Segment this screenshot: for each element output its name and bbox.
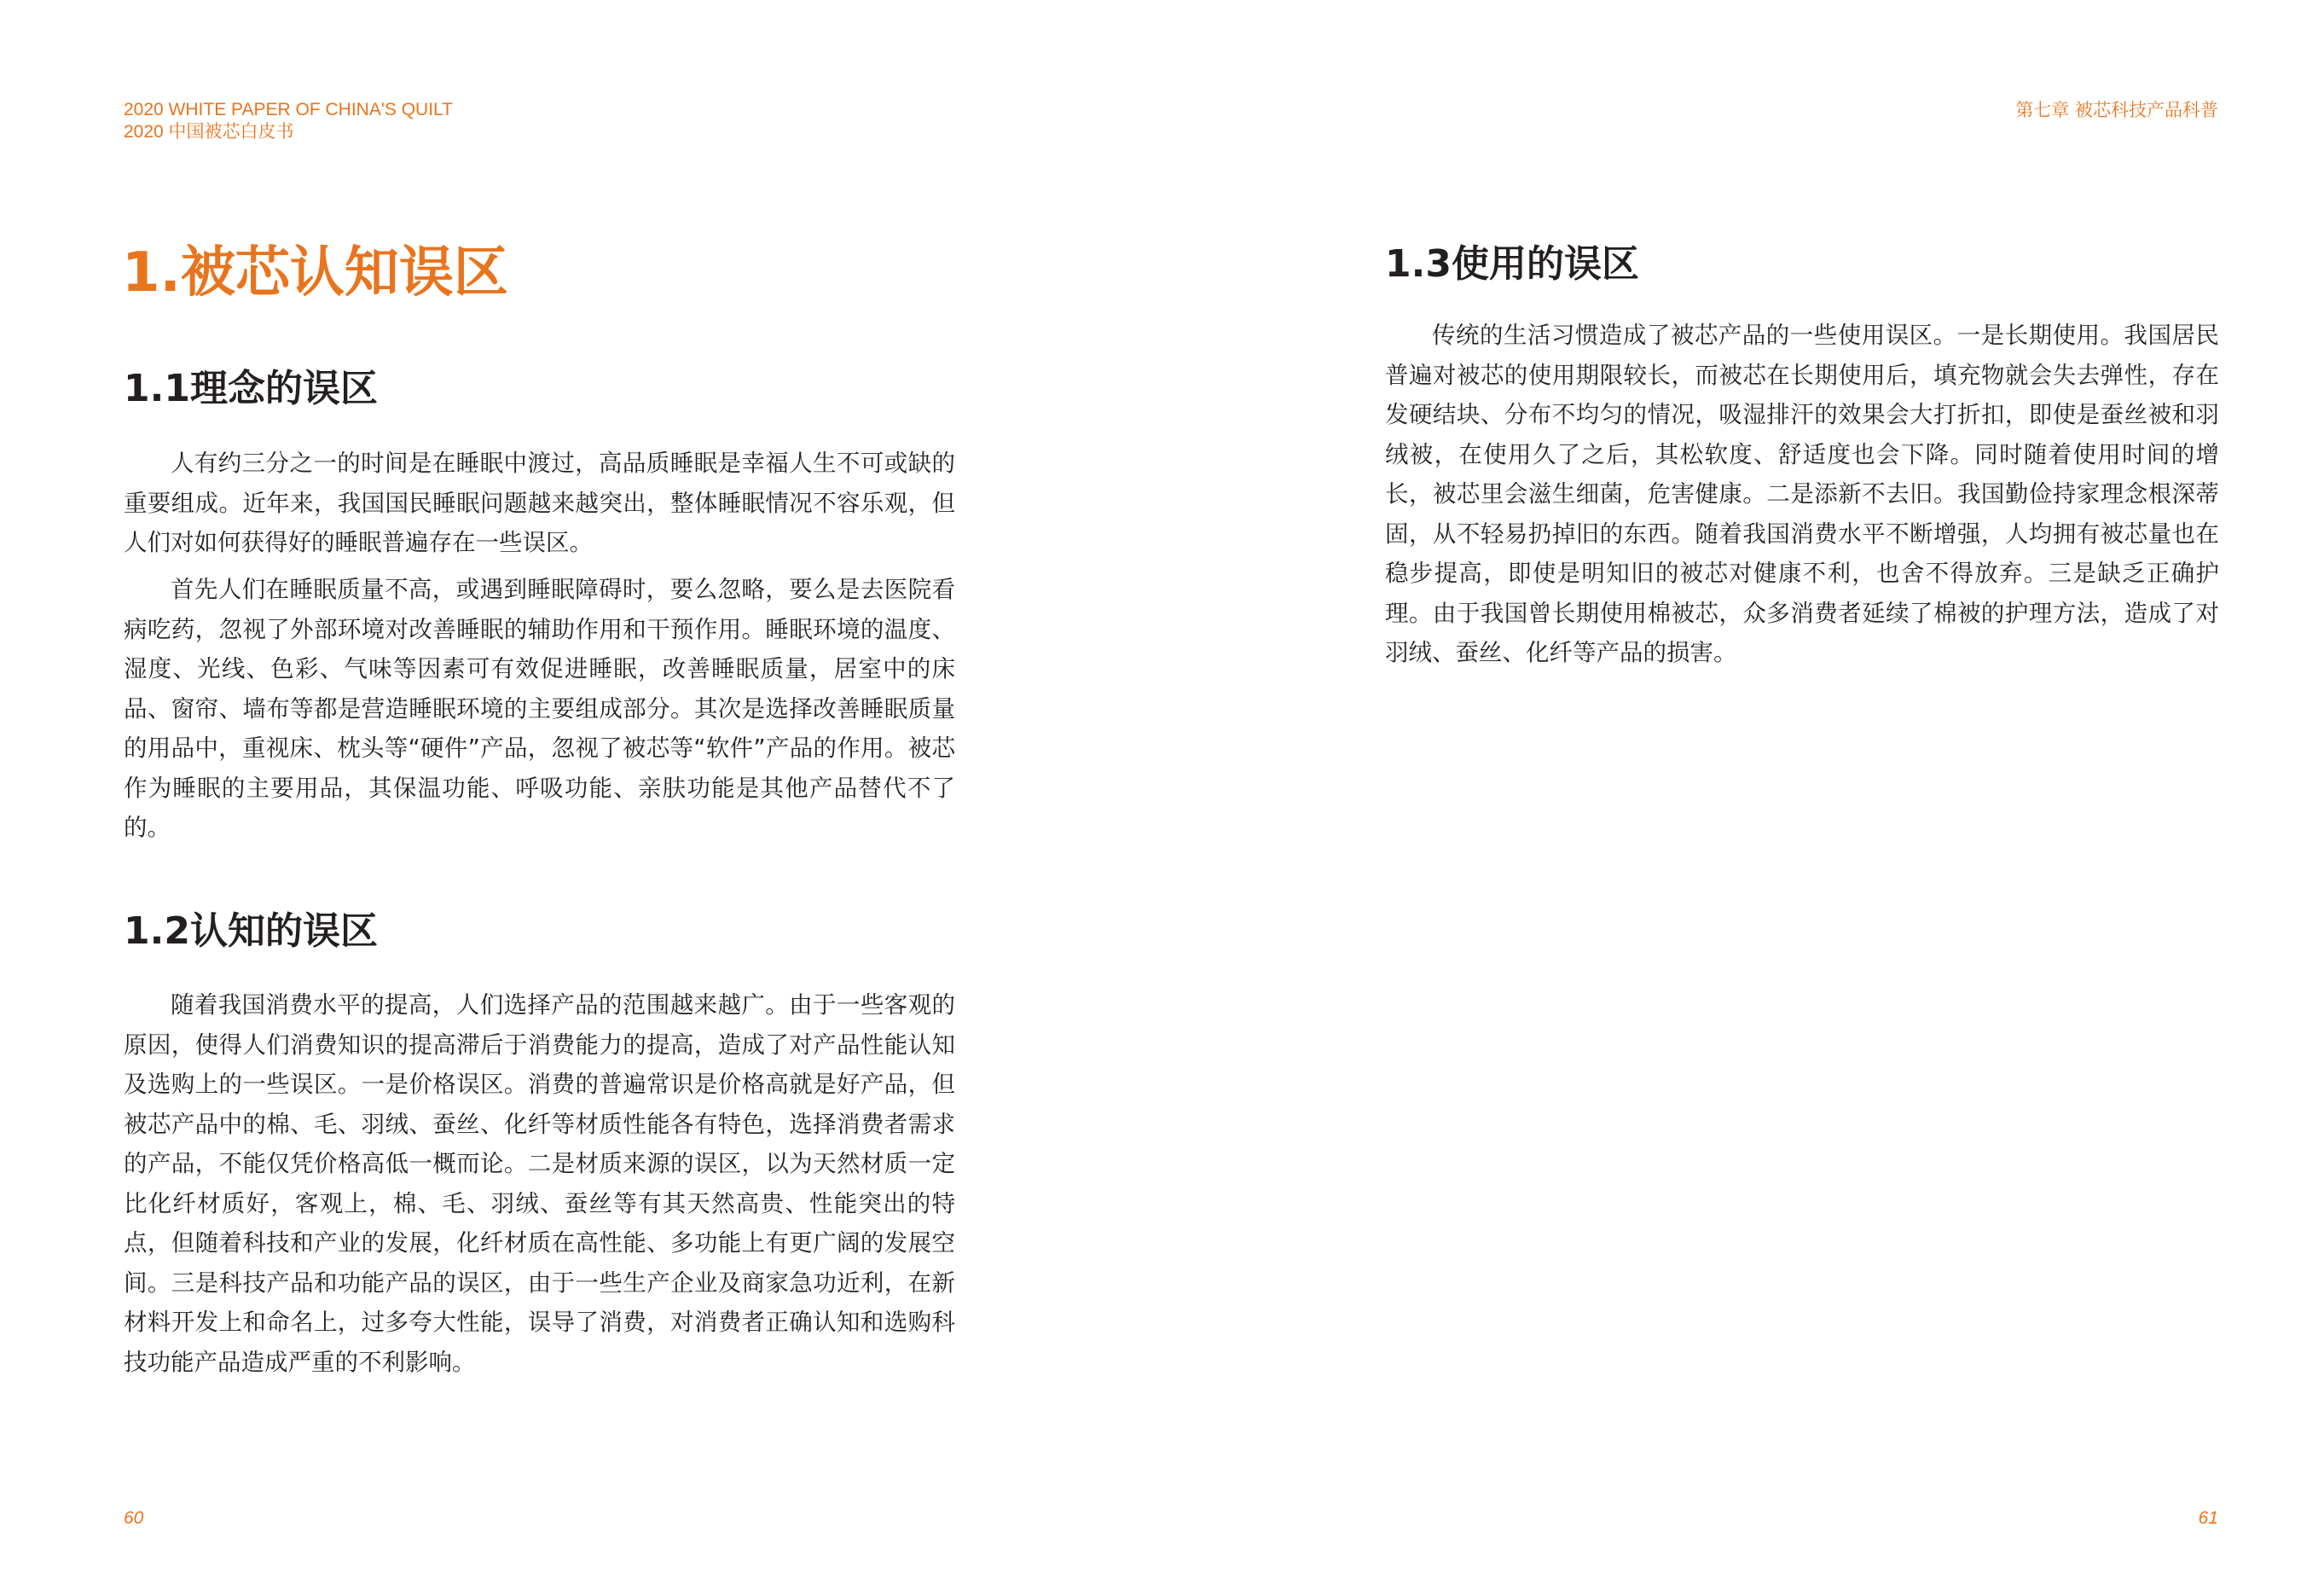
- page-number-left: 60: [124, 1508, 144, 1528]
- header-chinese-title: 2020 中国被芯白皮书: [124, 122, 294, 142]
- chapter-title: 1.被芯认知误区: [122, 241, 508, 305]
- page-number-right: 61: [2198, 1508, 2218, 1528]
- paragraph-1-3: 传统的生活习惯造成了被芯产品的一些使用误区。一是长期使用。我国居民普遍对被芯的使用期限较长，而被芯在长期使用后，填充物就会失去弹性，存在发硬结块、分布不均匀的情况，吸湿排汗的效果会大打折扣，即使是蚕丝被和羽绒被，在使用久了之后，其松软度、舒适度也会下降。同时随着使用时间的增长，被芯里会滋生细菌，危害健康。二是添新不去旧。我国勤俭持家理念根深蒂固，从不轻易扔掉旧的东西。随着我国消费水平不断增强，人均拥有被芯量也在稳步提高，即使是明知旧的被芯对健康不利，也舍不得放弃。三是缺乏正确护理。由于我国曾长期使用棉被芯，众多消费者延续了棉被的护理方法，造成了对羽绒、蚕丝、化纤等产品的损害。: [1385, 322, 2219, 666]
- running-header-left: [124, 99, 453, 143]
- section-heading-1-2: 1.2认知的误区: [124, 909, 378, 953]
- header-english-title: 2020 WHITE PAPER OF CHINA'S QUILT: [124, 100, 453, 119]
- paragraph-1-2: 随着我国消费水平的提高，人们选择产品的范围越来越广。由于一些客观的原因，使得人们消费知识的提高滞后于消费能力的提高，造成了对产品性能认知及选购上的一些误区。一是价格误区。消费的普遍常识是价格高就是好产品，但被芯产品中的棉、毛、羽绒、蚕丝、化纤等材质性能各有特色，选择消费者需求的产品，不能仅凭价格高低一概而论。二是材质来源的误区，以为天然材质一定比化纤材质好，客观上，棉、毛、羽绒、蚕丝等有其天然高贵、性能突出的特点，但随着科技和产业的发展，化纤材质在高性能、多功能上有更广阔的发展空间。三是科技产品和功能产品的误区，由于一些生产企业及商家急功近利，在新材料开发上和命名上，过多夸大性能，误导了消费，对消费者正确认知和选购科技功能产品造成严重的不利影响。: [124, 991, 955, 1376]
- running-header-chapter: 第七章 被芯科技产品科普: [2015, 100, 2218, 120]
- paragraph-1-1-b: 首先人们在睡眠质量不高，或遇到睡眠障碍时，要么忽略，要么是去医院看病吃药，忽视了外部环境对改善睡眠的辅助作用和干预作用。睡眠环境的温度、湿度、光线、色彩、气味等因素可有效促进睡眠，改善睡眠质量，居室中的床品、窗帘、墙布等都是营造睡眠环境的主要组成部分。其次是选择改善睡眠质量的用品中，重视床、枕头等“硬件”产品，忽视了被芯等“软件”产品的作用。被芯作为睡眠的主要用品，其保温功能、呼吸功能、亲肤功能是其他产品替代不了的。: [124, 576, 955, 841]
- section-heading-1-1: 1.1理念的误区: [124, 367, 378, 410]
- paragraph-1-1-a: 人有约三分之一的时间是在睡眠中渡过，高品质睡眠是幸福人生不可或缺的重要组成。近年来，我国国民睡眠问题越来越突出，整体睡眠情况不容乐观，但人们对如何获得好的睡眠普遍存在一些误区。: [124, 450, 955, 556]
- section-heading-1-3: 1.3使用的误区: [1385, 242, 1639, 286]
